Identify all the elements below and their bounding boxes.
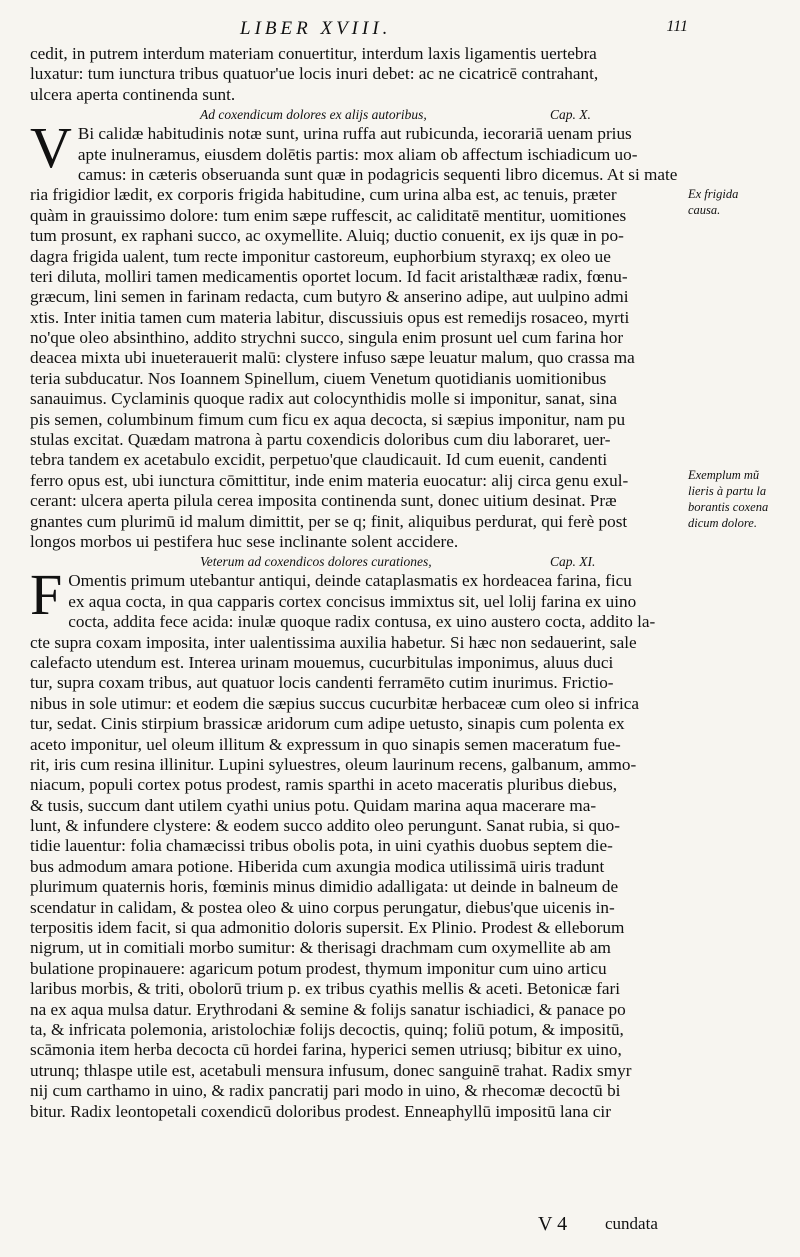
text-line: rit, iris cum resina illinitur. Lupini syluestres, oleum laurinum recens, galbanum, ammo- — [30, 754, 637, 774]
margin-line: dicum dolore. — [688, 516, 757, 530]
chapter-11-heading — [30, 552, 680, 571]
text-line: ria frigidior lædit, ex corporis frigida habitudine, cum urina alba est, ac tenuis, præter — [30, 185, 617, 205]
text-line: ferro opus est, ubi iunctura cōmittitur, inde enim materia euocatur: alij circa genu exul- — [30, 470, 629, 490]
text-line: ta, & infricata polemonia, aristolochiæ folijs decoctis, quinq; foliū potum, & impositū, — [30, 1019, 624, 1039]
chapter-10-lines — [30, 165, 680, 552]
running-header — [120, 18, 688, 42]
folio-number: 111 — [666, 18, 688, 35]
marginal-note-frigida — [688, 186, 788, 218]
text-line: apte inulneramus, eiusdem dolētis partis: mox aliam ob affectum ischiadicum uo- — [77, 144, 638, 164]
margin-line: Exemplum mũ — [688, 468, 760, 482]
text-line: no'que oleo absinthino, addito strychni succo, singula enim prosunt uel cum farina hor — [30, 328, 624, 348]
text-line: plurimum quaternis horis, fœminis minus dimidio adalligata: ut deinde in balneum de — [30, 877, 619, 897]
margin-line: Ex frigida — [688, 187, 739, 201]
margin-line: lieris à partu la — [688, 484, 767, 498]
text-line: dagra frigida ualent, tum recte imponitur castoreum, euphorbium styraxq; ex oleo ue — [30, 246, 611, 266]
text-line: lunt, & infundere clystere: & eodem succo addito oleo perungunt. Sanat rubia, si quo- — [30, 816, 620, 836]
margin-line: borantis coxena — [688, 500, 769, 514]
text-line: cte supra coxam imposita, inter ualentissima auxilia habetur. Si hæc non sedauerint, sale — [30, 632, 637, 652]
chapter-number: Cap. X. — [550, 107, 591, 123]
text-line: luxatur: tum iunctura tribus quatuor'ue locis inuri debet: ac ne cicatricē contrahant, — [30, 64, 599, 84]
marginal-note-exemplum — [688, 467, 788, 531]
text-line: tum prosunt, ex raphani succo, ac oxymellite. Aluiq; ductio conuenit, ex ijs quæ in po- — [30, 226, 624, 246]
text-line: gnantes cum plurimū id malum dimittit, per se q; finit, aliquibus perdurat, qui ferè post — [30, 511, 628, 531]
chapter-11-lines — [30, 612, 680, 1122]
text-line: longos morbos ui pestifera huc sese inclinante solent accidere. — [30, 531, 459, 551]
text-line: cerant: ulcera aperta pilula cerea imposita continenda sunt, donec uitium desinat. Præ — [30, 491, 617, 511]
chapter-title: Ad coxendicum dolores ex alijs autoribus, — [200, 107, 427, 123]
text-line: utrunq; thlaspe utile est, acetabuli mensura infusum, donec sanguinē trahat. Radix smyr — [30, 1060, 632, 1080]
text-line: bus admodum amara potione. Hiberida cum axungia modica utilissimā uiris tradunt — [30, 856, 605, 876]
text-line: tidie lauentur: folia chamæcissi tribus obolis pota, in uini cyathis duobus septem die- — [30, 836, 613, 856]
text-line: cedit, in putrem interdum materiam conuertitur, interdum laxis ligamentis uertebra — [30, 44, 597, 63]
text-line: tur, supra coxam tribus, aut quatuor locis candenti ferramēto cutim inurimus. Frictio- — [30, 673, 614, 693]
text-line: nigrum, ut in comitiali morbo sumitur: & therisagi drachmam cum oxymellite ab am — [30, 938, 611, 958]
text-line: scendatur in calidam, & postea oleo & uino corpus perungatur, diebus'que uicenis in- — [30, 897, 615, 917]
drop-cap-f: F — [30, 562, 63, 628]
text-line: niacum, populi cortex potus prodest, ramis sparthi in aceto maceratis pluribus diebus, — [30, 775, 618, 795]
text-line: calefacto utendum est. Interea urinam mouemus, cucurbitulas imponimus, aluus duci — [30, 652, 614, 672]
text-line: ulcera aperta continenda sunt. — [30, 84, 236, 104]
text-line: nibus in sole utimur: et eodem die sæpius succus cucurbitæ herbaceæ cum oleo si infrica — [30, 693, 640, 713]
catchword: cundata — [605, 1214, 658, 1233]
opening-paragraph — [30, 44, 680, 105]
text-line: na ex aqua mulsa datur. Erythrodani & semine & folijs sanatur ischiadici, & panace po — [30, 999, 626, 1019]
text-line: græcum, lini semen in farinam redacta, cum butyro & anserino adipe, aut uulpino admi — [30, 287, 629, 307]
chapter-10-heading — [30, 105, 680, 124]
text-line: & tusis, succum dant utilem cyathi unius potu. Quidam marina aqua macerare ma- — [30, 795, 597, 815]
text-line: teria subducatur. Nos Ioannem Spinellum, ciuem Venetum quotidianis uomitionibus — [30, 368, 607, 388]
text-line: bitur. Radix leontopetali coxendicū doloribus prodest. Enneaphyllū impositū lana cir — [30, 1101, 611, 1121]
text-line: quàm in grauissimo dolore: tum enim sæpe ruffescit, ac caliditatē mentitur, uomitiones — [30, 205, 627, 225]
chapter-number: Cap. XI. — [550, 554, 596, 570]
text-line: tur, sedat. Cinis stirpium brassicæ aridorum cum adipe uetusto, sinapis cum polenta ex — [30, 714, 625, 734]
text-line: stulas excitat. Quædam matrona à partu coxendicis doloribus cum diu laboraret, uer- — [30, 430, 611, 450]
text-line: teri diluta, molliri tamen medicamentis oportet locum. Id facit aristalthææ radix, fœnu- — [30, 266, 628, 286]
text-line: cocta, addita fece acida: inulæ quoque radix contusa, ex uino austero cocta, addito la- — [68, 612, 656, 632]
text-line: aceto imponitur, uel oleum illitum & expressum in quo sinapis semen maceratum fue- — [30, 734, 621, 754]
text-line: ex aqua cocta, in qua capparis cortex concisus immixtus sit, uel lolij farina ex uino — [68, 591, 637, 611]
text-line: xtis. Inter initia tamen cum materia labitur, discussiuis opus est remedijs rosaceo, myrti — [30, 307, 630, 327]
chapter-title: Veterum ad coxendicos dolores curationes, — [200, 554, 432, 570]
running-title: LIBER XVIII. — [240, 18, 392, 39]
text-line: Bi calidæ habitudinis notæ sunt, urina ruffa aut rubicunda, iecorariā uenam prius — [77, 124, 632, 144]
drop-cap-v: V — [30, 115, 72, 181]
text-line: nij cum carthamo in uino, & radix pancratij pari modo in uino, & rhecomæ decoctū bi — [30, 1081, 621, 1101]
signature-mark: V 4 — [538, 1213, 568, 1235]
text-line: scāmonia item herba decocta cū hordei farina, hyperici semen utriusq; bibitur ex uino, — [30, 1040, 622, 1060]
margin-line: causa. — [688, 203, 721, 217]
text-line: bulatione propinauere: agaricum potum prodest, thymum imponitur cum uino articu — [30, 958, 607, 978]
text-line: tebra tandem ex acetabulo excidit, perpetuo'que claudicauit. Id cum euenit, candenti — [30, 450, 608, 470]
text-line: sanauimus. Cyclaminis quoque radix aut colocynthidis molle si imponitur, sanat, sina — [30, 389, 617, 409]
main-text-column — [30, 44, 680, 1122]
text-line: deacea mixta ubi inueterauerit malū: clystere infuso sæpe leuatur malum, quo crassa ma — [30, 348, 635, 368]
text-line: pis semen, columbinum fimum cum ficu ex aqua decocta, si sæpius imponitur, nam pu — [30, 409, 626, 429]
text-line: Omentis primum utebantur antiqui, deinde cataplasmatis ex hordeacea farina, ficu — [68, 571, 632, 591]
text-line: terpositis idem facit, si qua admonitio doloris supersit. Ex Plinio. Prodest & elleborum — [30, 918, 625, 938]
text-line: camus: in cæteris obseruanda sunt quæ in podagricis sequenti libro dicemus. At si mate — [77, 164, 678, 184]
text-line: laribus morbis, & triti, obolorū trium p. ex tribus cyathis mellis & aceti. Betonicæ fari — [30, 979, 621, 999]
